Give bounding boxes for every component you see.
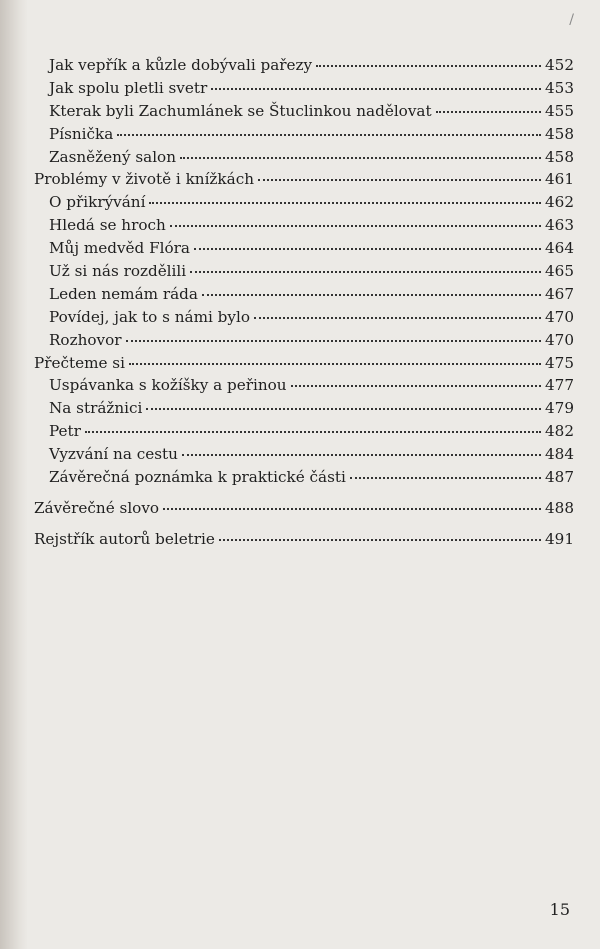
toc-entry-page: 464 xyxy=(545,239,574,258)
toc-entry-title: Jak spolu pletli svetr xyxy=(49,78,208,97)
toc-entry-page: 453 xyxy=(545,78,574,97)
toc-entry-page: 482 xyxy=(545,422,574,441)
toc-entry xyxy=(34,168,574,191)
toc-entry-title: Přečteme si xyxy=(34,353,125,372)
toc-dot-leader xyxy=(182,453,541,456)
toc-entry-page: 458 xyxy=(545,124,574,143)
toc-entry xyxy=(34,123,574,146)
toc-entry-page: 487 xyxy=(545,468,574,487)
toc-entry-page: 479 xyxy=(545,399,574,418)
toc-dot-leader xyxy=(85,430,541,433)
table-of-contents xyxy=(34,54,574,551)
toc-entry-page: 470 xyxy=(545,330,574,349)
toc-entry-title: Závěrečná poznámka k praktické části xyxy=(49,468,346,487)
toc-dot-leader xyxy=(149,201,541,204)
toc-entry-title: Na strážnici xyxy=(49,399,143,418)
toc-dot-leader xyxy=(194,247,541,250)
toc-dot-leader xyxy=(436,110,541,113)
toc-entry-page: 467 xyxy=(545,284,574,303)
toc-entry xyxy=(34,283,574,306)
toc-dot-leader xyxy=(254,316,541,319)
toc-entry-title: Už si nás rozdělili xyxy=(49,262,187,281)
toc-dot-leader xyxy=(316,64,541,67)
toc-dot-leader xyxy=(202,293,541,296)
toc-dot-leader xyxy=(163,507,541,510)
toc-entry xyxy=(34,528,574,551)
toc-entry-title: Problémy v životě i knížkách xyxy=(34,170,254,189)
toc-dot-leader xyxy=(129,362,541,365)
toc-entry-title: Jak vepřík a kůzle dobývali pařezy xyxy=(49,56,313,74)
toc-entry-title: Rozhovor xyxy=(49,330,122,349)
toc-entry-title: Hledá se hroch xyxy=(49,216,166,235)
toc-entry-title: Kterak byli Zachumlánek se Štuclinkou nadělovat xyxy=(49,101,432,120)
toc-entry xyxy=(34,466,574,489)
toc-dot-leader xyxy=(180,156,541,159)
toc-entry-page: 462 xyxy=(545,193,574,212)
toc-entry-title: Závěrečné slovo xyxy=(34,498,160,517)
toc-entry-page: 463 xyxy=(545,216,574,235)
toc-dot-leader xyxy=(350,476,541,479)
toc-entry-page: 484 xyxy=(545,445,574,464)
toc-dot-leader xyxy=(258,178,541,181)
toc-entry-page: 455 xyxy=(545,101,574,120)
toc-entry-page: 475 xyxy=(545,353,574,372)
toc-entry-page: 477 xyxy=(545,376,574,395)
toc-dot-leader xyxy=(211,87,541,90)
toc-entry xyxy=(34,397,574,420)
toc-entry xyxy=(34,214,574,237)
toc-entry-title: Písnička xyxy=(49,124,114,143)
toc-dot-leader xyxy=(190,270,541,273)
corner-mark: / xyxy=(569,12,574,28)
toc-entry xyxy=(34,374,574,397)
toc-entry xyxy=(34,237,574,260)
toc-entry-page: 465 xyxy=(545,262,574,281)
toc-dot-leader xyxy=(117,133,541,136)
toc-entry xyxy=(34,146,574,169)
toc-dot-leader xyxy=(146,407,541,410)
toc-entry xyxy=(34,306,574,329)
page-number: 15 xyxy=(549,900,570,919)
toc-entry-title: Můj medvěd Flóra xyxy=(49,239,190,258)
toc-entry-page: 452 xyxy=(545,56,574,74)
toc-entry-title: Zasněžený salon xyxy=(49,147,176,166)
toc-entry-title: Rejstřík autorů beletrie xyxy=(34,529,215,548)
toc-entry-title: Uspávanka s kožíšky a peřinou xyxy=(49,376,287,395)
toc-entry xyxy=(34,191,574,214)
toc-entry-title: Vyzvání na cestu xyxy=(49,445,178,464)
toc-entry xyxy=(34,54,574,77)
toc-entry xyxy=(34,420,574,443)
toc-entry-page: 470 xyxy=(545,307,574,326)
toc-entry-title: Povídej, jak to s námi bylo xyxy=(49,307,250,326)
toc-entry xyxy=(34,329,574,352)
toc-dot-leader xyxy=(219,538,541,541)
toc-entry-title: Petr xyxy=(49,422,81,441)
toc-dot-leader xyxy=(170,224,541,227)
toc-entry xyxy=(34,77,574,100)
toc-entry-page: 491 xyxy=(545,529,574,548)
toc-dot-leader xyxy=(126,339,542,342)
toc-entry-page: 488 xyxy=(545,498,574,517)
toc-entry-page: 458 xyxy=(545,147,574,166)
toc-entry-title: O přikrývání xyxy=(49,193,146,212)
toc-entry-title: Leden nemám ráda xyxy=(49,284,198,303)
toc-entry xyxy=(34,443,574,466)
toc-entry xyxy=(34,100,574,123)
toc-entry xyxy=(34,497,574,520)
toc-entry xyxy=(34,352,574,375)
toc-entry xyxy=(34,260,574,283)
page-binding-shadow xyxy=(0,0,28,949)
toc-entry-page: 461 xyxy=(545,170,574,189)
toc-dot-leader xyxy=(291,384,541,387)
